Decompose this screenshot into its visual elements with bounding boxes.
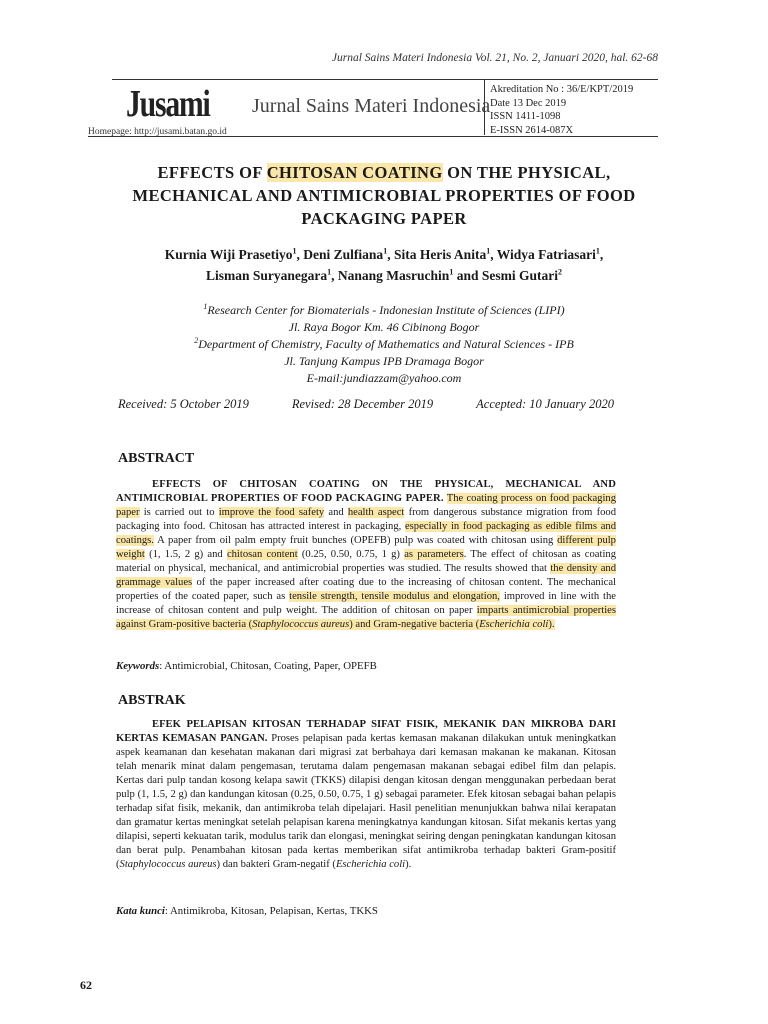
abstract-heading: ABSTRACT	[118, 451, 195, 466]
author-affiliation-mark: 2	[557, 267, 562, 277]
masthead-divider	[484, 80, 485, 135]
author-affiliation-mark: 1	[292, 246, 297, 256]
revised-date: Revised: 28 December 2019	[291, 397, 434, 411]
journal-title: Jurnal Sains Materi Indonesia	[252, 95, 491, 117]
received-date: Received: 5 October 2019	[118, 397, 249, 411]
affiliation-2: $^2$Department of Chemistry, Faculty of Mathematics and Natural Sciences - IPB	[194, 336, 574, 351]
masthead-top-rule	[112, 79, 658, 80]
journal-info	[490, 83, 633, 137]
accreditation: Akreditation No : 36/E/KPT/2019	[490, 84, 634, 95]
author-affiliation-mark: 1	[383, 246, 388, 256]
corresponding-email[interactable]: E-mail:jundiazzam@yahoo.com	[306, 371, 462, 385]
author-affiliation-mark: 1	[327, 267, 332, 277]
author-name: Widya Fatriasari	[496, 247, 596, 262]
issn: ISSN 1411-1098	[490, 111, 561, 122]
affiliation-1: $^1$Research Center for Biomaterials - Indonesian Institute of Sciences (LIPI)	[203, 302, 565, 317]
accreditation-date: Date 13 Dec 2019	[490, 97, 567, 109]
paper-title: EFFECTS OF CHITOSAN COATING ON THE PHYSICAL, MECHANICAL AND ANTIMICROBIAL PROPERTIES OF FOOD PACKAGING PAPER	[132, 163, 636, 228]
author-name: Sesmi Gutari	[481, 268, 558, 283]
abstract-title: EFFECTS OF CHITOSAN COATING ON THE PHYSICAL, MECHANICAL AND ANTIMICROBIAL PROPERTIES OF FOOD PACKAGING PAPER.	[116, 479, 616, 504]
abstrak-body: EFEK PELAPISAN KITOSAN TERHADAP SIFAT FISIK, MEKANIK DAN MIKROBA DARI KERTAS KEMASAN PANGAN. Proses pelapisan pada kertas kemasan makanan dilakukan untuk meningkatkan aspek keamanan dan kesehatan makanan dari migrasi zat berbahaya dari kemasan makanan ke makanan. Kitosan telah menarik minat dalam pengemasan, terutama dalam pengemasan makanan sebagai edibel film dan pelapis. Kertas dari pulp tandan kosong kelapa sawit (TKKS) dilapisi dengan kitosan dengan menggunakan perbedaan berat pulp (1, 1.5, 2 g) dan kandungan kitosan (0.25, 0.50, 0.75, 1 g) sebagai parameter. Efek kitosan sebagai bahan pelapis terhadap sifat fisik, mekanik, dan antimikroba telah dipelajari. Hasil penelitian menunjukkan bahwa nilai kerapatan dan gramatur kertas meningkat setelah pelapisan karena meningkatnya kandungan kitosan. Sifat mekanis kertas yang dilapisi, seperti kekuatan tarik, modulus tarik dan elongasi, meningkat seiring dengan peningkatan kandungan kitosan dan berat pulp. Penambahan kitosan pada kertas memberikan sifat antimikroba terhadap bakteri Gram-positif (Staphylococcus aureus) dan bakteri Gram-negatif (Escherichia coli).	[116, 719, 616, 870]
eissn: E-ISSN 2614-087X	[490, 124, 574, 136]
accepted-date: Accepted: 10 January 2020	[476, 397, 614, 411]
author-affiliation-mark: 1	[595, 246, 600, 256]
author-name: Nanang Masruchin	[337, 268, 450, 283]
author-name: Deni Zulfiana	[303, 247, 384, 262]
author-name: Lisman Suryanegara	[206, 268, 328, 283]
journal-logo: Jusami	[126, 83, 210, 125]
author-affiliation-mark: 1	[449, 267, 454, 277]
page-number: 62	[80, 978, 92, 992]
affiliation-1-address: Jl. Raya Bogor Km. 46 Cibinong Bogor	[288, 320, 480, 334]
article-dates	[118, 397, 614, 412]
affiliations	[100, 302, 668, 387]
abstract-body: EFFECTS OF CHITOSAN COATING ON THE PHYSICAL, MECHANICAL AND ANTIMICROBIAL PROPERTIES OF FOOD PACKAGING PAPER. The coating process on food packaging paper is carried out to improve the food safety and health aspect from dangerous substance migration from food packaging into food. Chitosan has attracted interest in packaging, especially in food packaging as edible films and coatings. A paper from oil palm empty fruit bunches (OPEFB) pulp was coated with chitosan using different pulp weight (1, 1.5, 2 g) and chitosan content (0.25, 0.50, 0.75, 1 g) as parameters. The effect of chitosan as coating material on physical, mechanical, and antimicrobial properties was studied. The results showed that the density and grammage values of the paper increased after coating due to the increasing of chitosan content. The mechanical properties of the coated paper, such as tensile strength, tensile modulus and elongation, improved in line with the increase of chitosan content and pulp weight. The addition of chitosan on paper imparts antimicrobial properties against Gram-positive bacteria (Staphylococcus aureus) and Gram-negative bacteria (Escherichia coli).	[116, 479, 616, 630]
highlighted-phrase: CHITOSAN COATING	[266, 163, 443, 182]
author-affiliation-mark: 1	[486, 246, 491, 256]
running-head: Jurnal Sains Materi Indonesia Vol. 21, No. 2, Januari 2020, hal. 62-68	[331, 52, 658, 64]
kata-kunci: Kata kunci: Antimikroba, Kitosan, Pelapisan, Kertas, TKKS	[116, 905, 378, 917]
author-list: Kurnia Wiji Prasetiyo$^1$, Deni Zulfiana$^1$, Sita Heris Anita$^1$, Widya Fatriasari$^1$, Lisman Suryanegara$^1$, Nanang Masruchin$^1$ and Sesmi Gutari$^2$	[164, 246, 604, 283]
keywords: Keywords: Antimicrobial, Chitosan, Coating, Paper, OPEFB	[116, 660, 377, 672]
author-name: Sita Heris Anita	[393, 247, 487, 262]
author-name: Kurnia Wiji Prasetiyo	[164, 247, 293, 262]
affiliation-2-address: Jl. Tanjung Kampus IPB Dramaga Bogor	[284, 354, 484, 368]
abstrak-heading: ABSTRAK	[118, 693, 186, 708]
journal-homepage[interactable]: Homepage: http://jusami.batan.go.id	[88, 127, 227, 137]
abstrak-title: EFEK PELAPISAN KITOSAN TERHADAP SIFAT FISIK, MEKANIK DAN MIKROBA DARI KERTAS KEMASAN PANGAN.	[116, 719, 616, 744]
